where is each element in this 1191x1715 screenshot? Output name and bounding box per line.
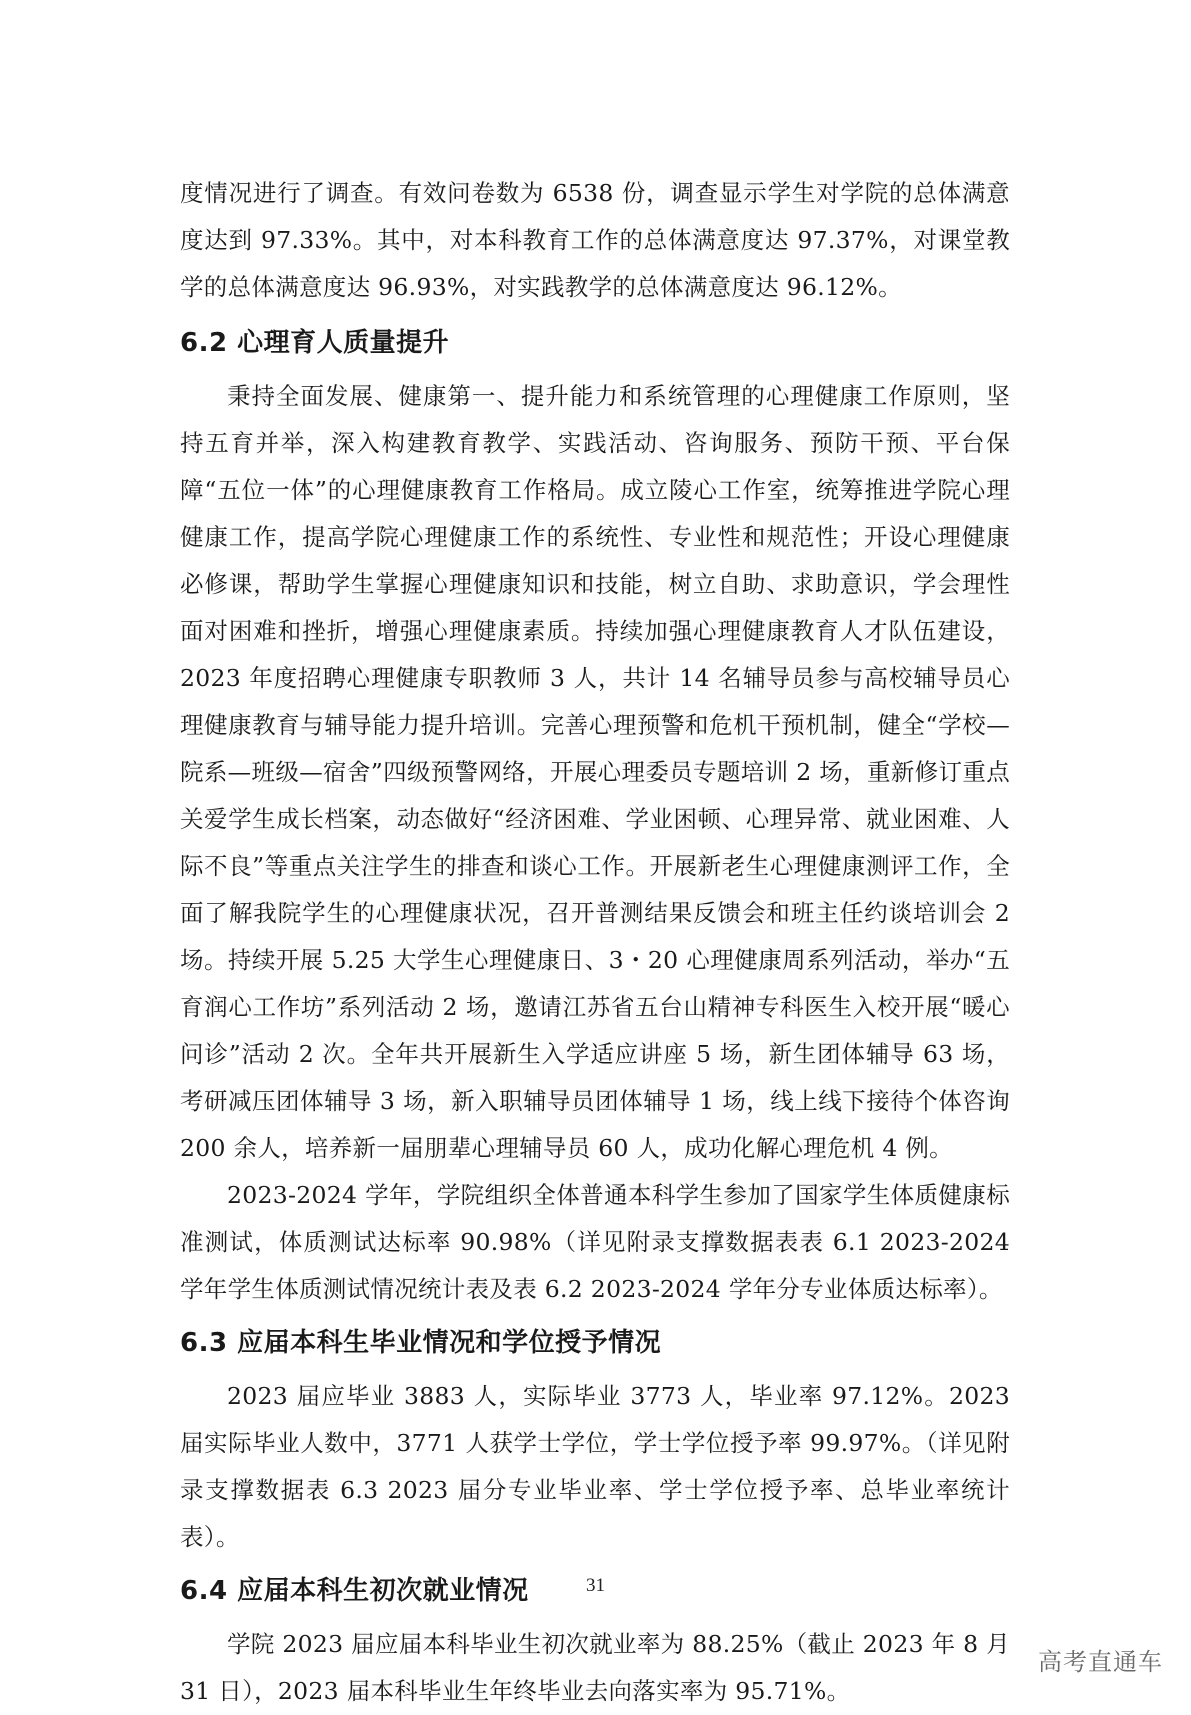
paragraph-6-2-physical-test: 2023-2024 学年，学院组织全体普通本科学生参加了国家学生体质健康标准测试，体质测试达标率 90.98%（详见附录支撑数据表表 6.1 2023-2024 学年学生体质测试情况统计表及表 6.2 2023-2024 学年分专业体质达标率）。 xyxy=(180,1181,1010,1303)
paragraph-6-4-employment: 学院 2023 届应届本科毕业生初次就业率为 88.25%（截止 2023 年 8 月 31 日），2023 届本科毕业生年终毕业去向落实率为 95.71%。 xyxy=(180,1630,1010,1705)
page-number: 31 xyxy=(586,1575,605,1596)
section-heading-6-3: 6.3 应届本科生毕业情况和学位授予情况 xyxy=(180,1328,662,1358)
section-heading-6-4: 6.4 应届本科生初次就业情况 xyxy=(180,1576,529,1606)
paragraph-intro: 度情况进行了调查。有效问卷数为 6538 份，调查显示学生对学院的总体满意度达到 97.33%。其中，对本科教育工作的总体满意度达 97.37%，对课堂教学的总体满意度达 96.93%，对实践教学的总体满意度达 96.12%。 xyxy=(180,179,1010,301)
paragraph-6-2-mental-health: 秉持全面发展、健康第一、提升能力和系统管理的心理健康工作原则，坚持五育并举，深入构建教育教学、实践活动、咨询服务、预防干预、平台保障“五位一体”的心理健康教育工作格局。成立陵心工作室，统筹推进学院心理健康工作，提高学院心理健康工作的系统性、专业性和规范性；开设心理健康必修课，帮助学生掌握心理健康知识和技能，树立自助、求助意识，学会理性面对困难和挫折，增强心理健康素质。持续加强心理健康教育人才队伍建设，2023 年度招聘心理健康专职教师 3 人，共计 14 名辅导员参与高校辅导员心理健康教育与辅导能力提升培训。完善心理预警和危机干预机制，健全“学校—院系—班级—宿舍”四级预警网络，开展心理委员专题培训 2 场，重新修订重点关爱学生成长档案，动态做好“经济困难、学业困顿、心理异常、就业困难、人际不良”等重点关注学生的排查和谈心工作。开展新老生心理健康测评工作，全面了解我院学生的心理健康状况，召开普测结果反馈会和班主任约谈培训会 2 场。持续开展 5.25 大学生心理健康日、3・20 心理健康周系列活动，举办“五育润心工作坊”系列活动 2 场，邀请江苏省五台山精神专科医生入校开展“暖心问诊”活动 2 次。全年共开展新生入学适应讲座 5 场，新生团体辅导 63 场，考研减压团体辅导 3 场，新入职辅导员团体辅导 1 场，线上线下接待个体咨询 200 余人，培养新一届朋辈心理辅导员 60 人，成功化解心理危机 4 例。 xyxy=(180,382,1010,1162)
watermark-text: 高考直通车 xyxy=(1038,1648,1163,1676)
document-body xyxy=(180,170,1010,1715)
section-heading-6-2: 6.2 心理育人质量提升 xyxy=(180,328,450,358)
paragraph-6-3-graduation: 2023 届应毕业 3883 人，实际毕业 3773 人，毕业率 97.12%。2023 届实际毕业人数中，3771 人获学士学位，学士学位授予率 99.97%。（详见附录支撑数据表 6.3 2023 届分专业毕业率、学士学位授予率、总毕业率统计表）。 xyxy=(180,1382,1010,1551)
